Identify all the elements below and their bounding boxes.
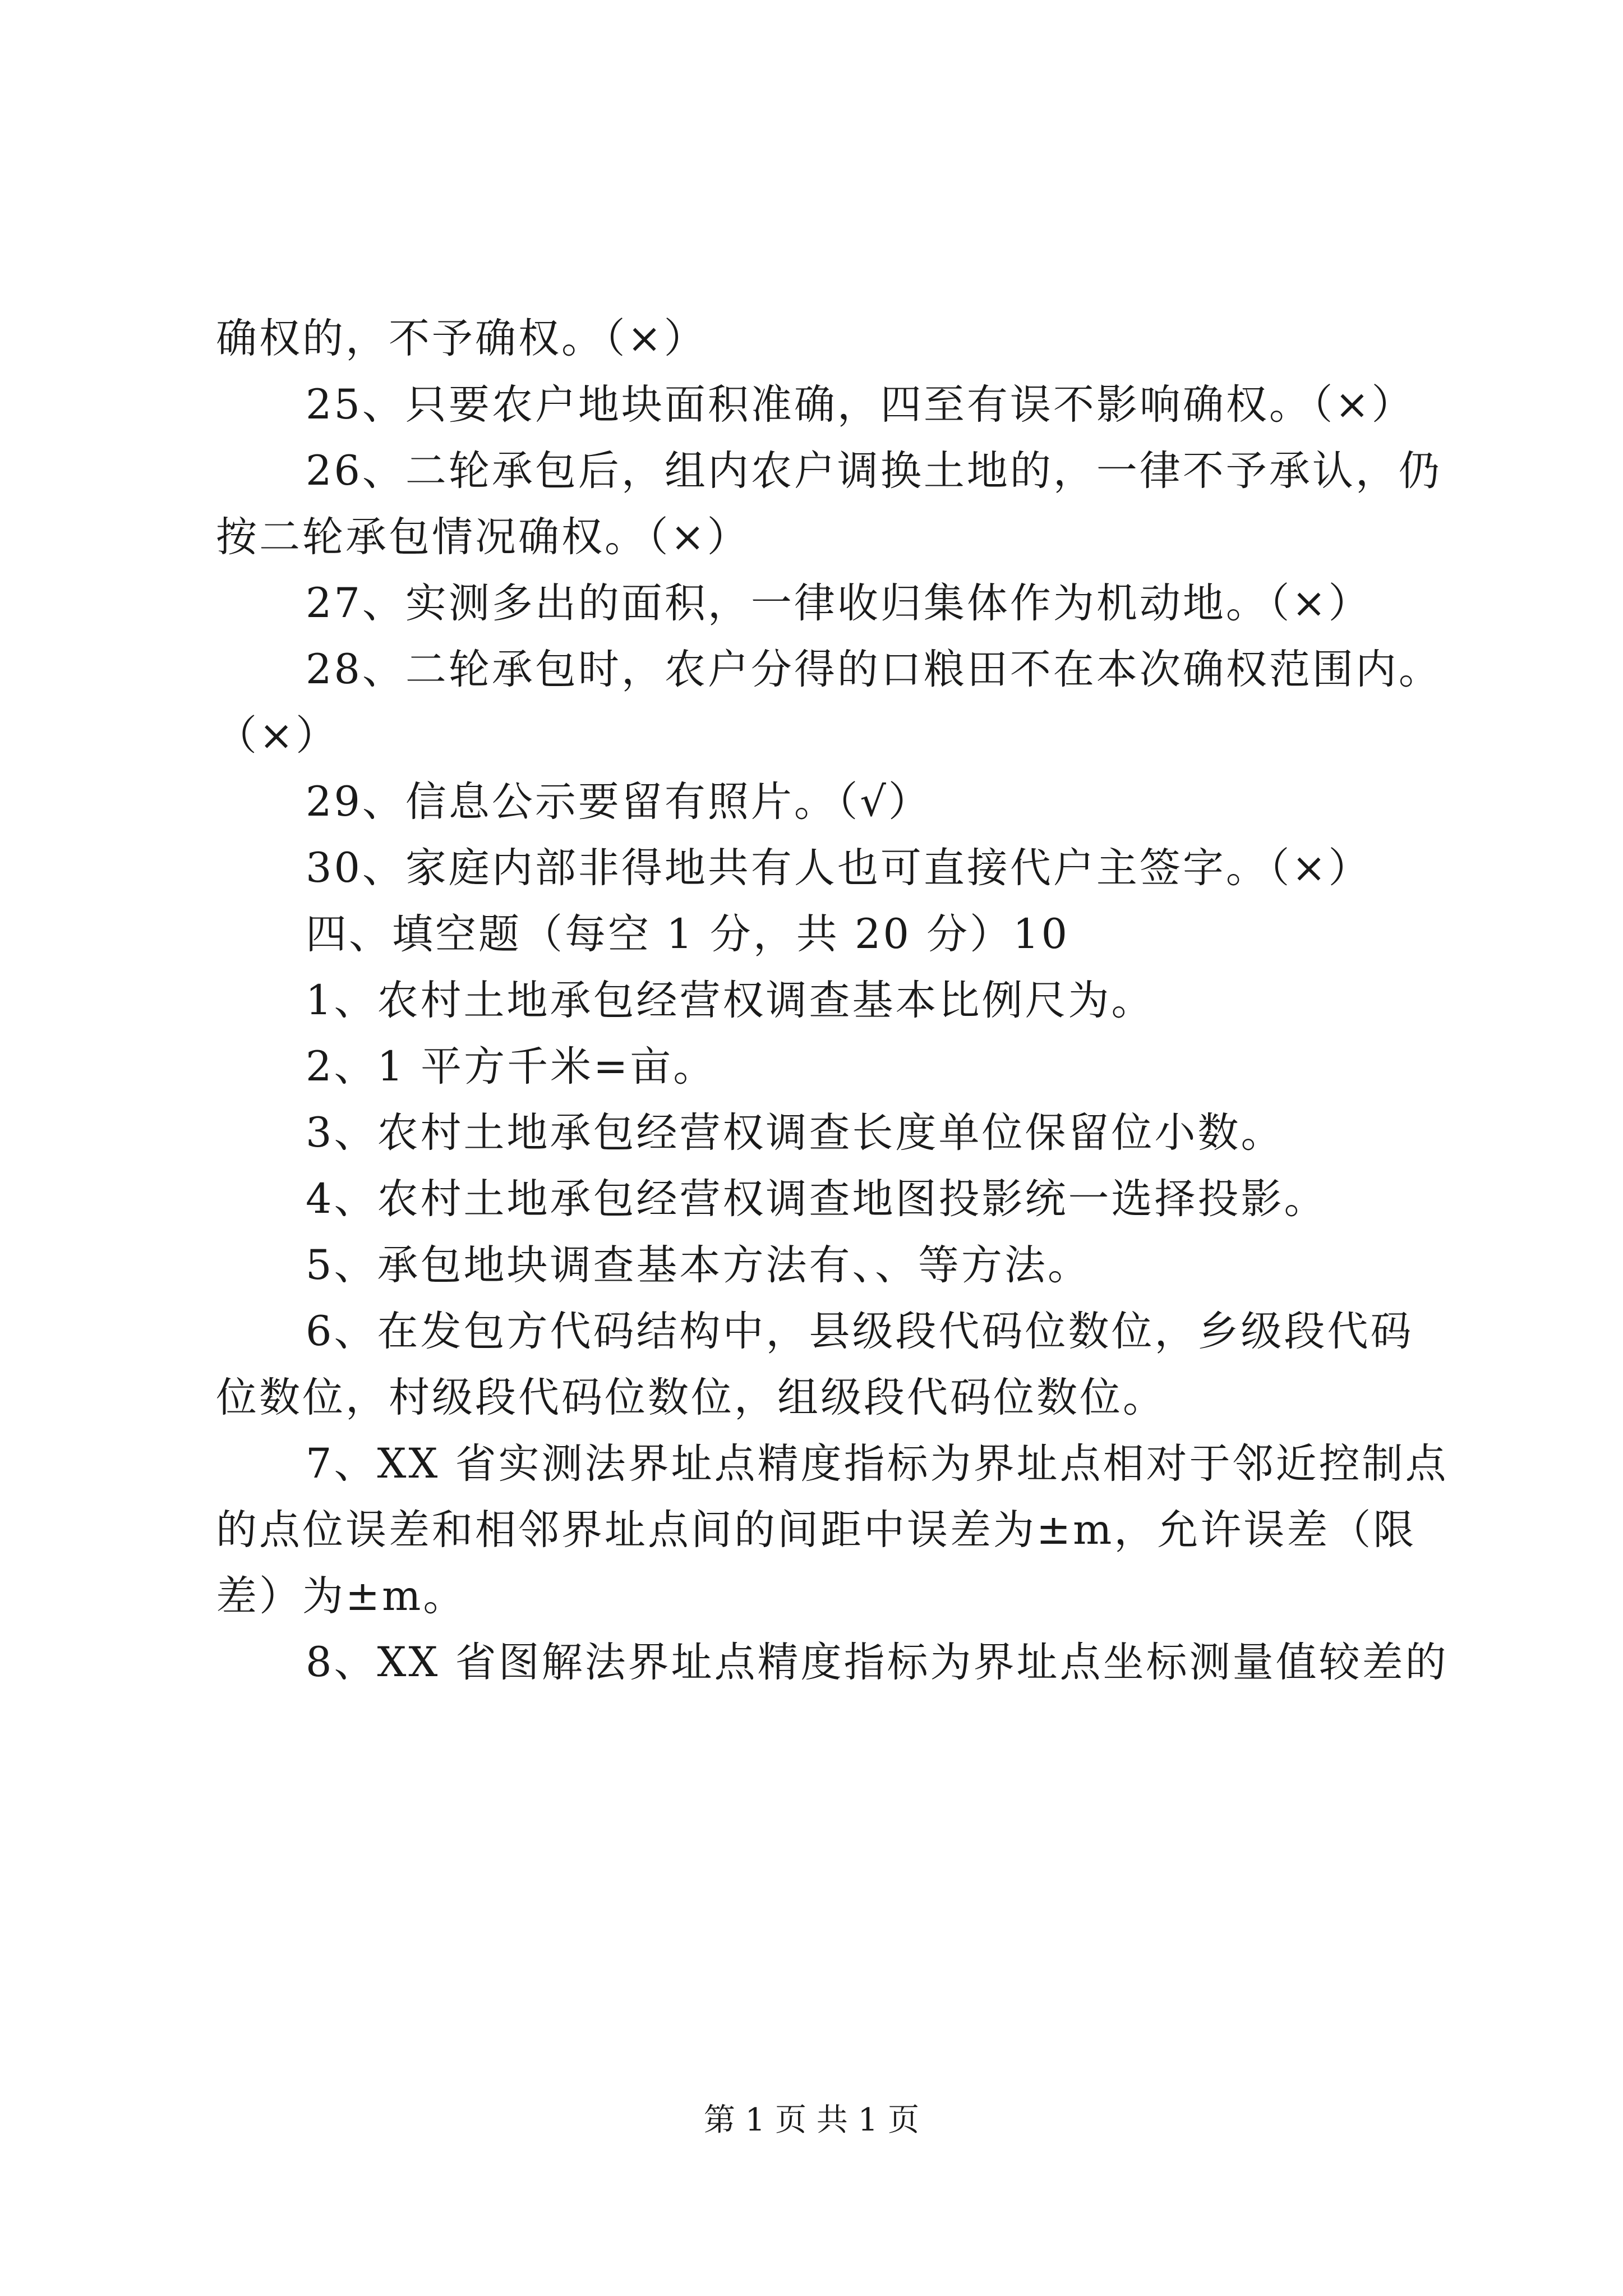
- text-line-5: 27、实测多出的面积，一律收归集体作为机动地。（×）: [306, 579, 1372, 627]
- text-line-16: 6、在发包方代码结构中，县级段代码位数位，乡级段代码: [306, 1308, 1414, 1355]
- text-line-2: 25、只要农户地块面积准确，四至有误不影响确权。（×）: [306, 381, 1415, 429]
- text-line-17: 位数位，村级段代码位数位，组级段代码位数位。: [216, 1374, 1166, 1421]
- text-line-6: 28、二轮承包时，农户分得的口粮田不在本次确权范围内。: [306, 646, 1442, 693]
- text-line-8: 29、信息公示要留有照片。（√）: [306, 778, 932, 826]
- text-line-15: 5、承包地块调查基本方法有、、等方法。: [306, 1241, 1091, 1289]
- text-line-9: 30、家庭内部非得地共有人也可直接代户主签字。（×）: [306, 844, 1372, 892]
- text-line-20: 差）为±m。: [216, 1572, 467, 1620]
- section-heading: 四、填空题（每空 1 分，共 20 分）10: [306, 910, 1070, 958]
- text-line-1: 确权的，不予确权。（×）: [216, 315, 707, 362]
- text-line-3: 26、二轮承包后，组内农户调换土地的，一律不予承认，仍: [306, 447, 1442, 495]
- text-line-11: 1、农村土地承包经营权调查基本比例尺为。: [306, 977, 1155, 1024]
- text-line-7: （×）: [216, 712, 339, 760]
- text-line-19: 的点位误差和相邻界址点间的间距中误差为±m，允许误差（限: [216, 1506, 1417, 1554]
- page-footer: 第 1 页 共 1 页: [703, 2102, 920, 2138]
- text-line-13: 3、农村土地承包经营权调查长度单位保留位小数。: [306, 1109, 1284, 1157]
- document-body: [216, 306, 1449, 1696]
- text-line-12: 2、1 平方千米=亩。: [306, 1043, 717, 1091]
- text-line-14: 4、农村土地承包经营权调查地图投影统一选择投影。: [306, 1175, 1327, 1223]
- text-line-4: 按二轮承包情况确权。（×）: [216, 513, 750, 561]
- text-line-21: 8、XX 省图解法界址点精度指标为界址点坐标测量值较差的: [306, 1639, 1449, 1686]
- text-line-18: 7、XX 省实测法界址点精度指标为界址点相对于邻近控制点: [306, 1440, 1449, 1488]
